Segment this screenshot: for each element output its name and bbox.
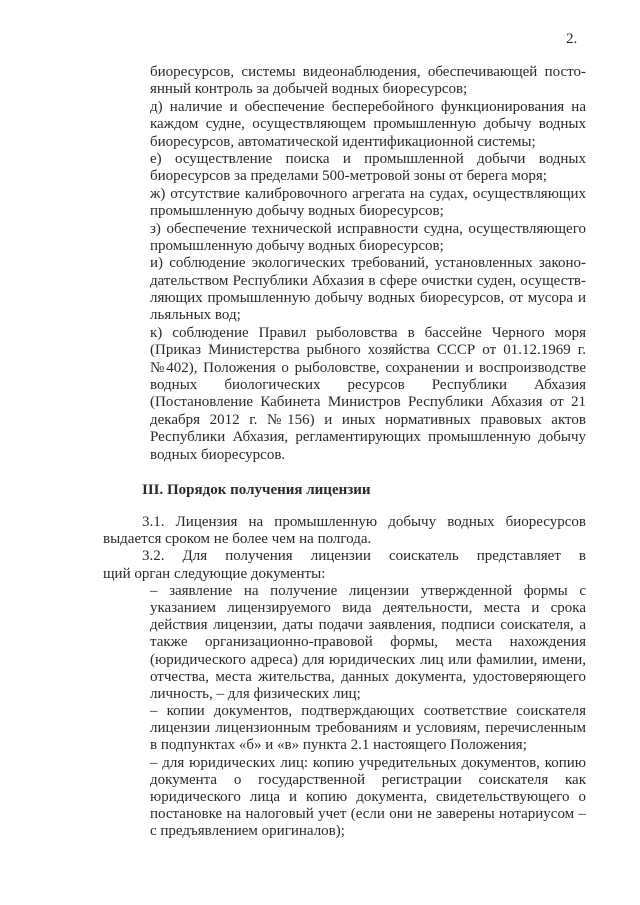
text-line: (юридического адреса) для юридических лиц или фамилии, имени, — [150, 651, 586, 668]
paragraph — [103, 548, 586, 582]
text-line: выдается сроком не более чем на полгода. — [103, 531, 372, 548]
text-line: ж) отсутствие калибровочного агрегата на судах, осуществляющих — [150, 185, 586, 202]
text-line: (Приказ Министерства рыбного хозяйства СССР от 01.12.1969 г. — [150, 342, 586, 359]
list-item — [103, 703, 586, 755]
paragraph — [150, 255, 586, 325]
text-line: 3.1. Лицензия на промышленную добычу водных биоресурсов — [142, 514, 586, 530]
text-line: льяльных вод; — [150, 307, 241, 324]
text-line: личность, – для физических лиц; — [150, 685, 361, 702]
paragraph — [150, 151, 586, 186]
text-line: з) обеспечение технической исправности судна, осуществляющего — [150, 220, 586, 237]
text-line: Республики Абхазия, регламентирующих промышленную добычу — [150, 429, 586, 446]
text-line: действия лицензии, даты подачи заявления, подписи соискателя, а — [150, 617, 586, 634]
text-line: (Постановление Кабинета Министров Республики Абхазия от 21 — [150, 394, 586, 411]
text-line: 3.2. Для получения лицензии соискатель представляет в — [142, 548, 586, 565]
text-line: биоресурсов за пределами 500-метровой зоны от берега моря; — [150, 168, 547, 185]
text-line: в подпунктах «б» и «в» пункта 2.1 настоящего Положения; — [150, 737, 527, 754]
text-line: – заявление на получение лицензии утвержденной формы с — [150, 582, 586, 599]
text-line: е) осуществление поиска и промышленной добычи водных — [150, 150, 586, 167]
text-line: документа о государственной регистрации соискателя как — [150, 771, 586, 788]
section-heading: III. Порядок получения лицензии — [142, 482, 371, 498]
text-line: – для юридических лиц: копию учредительных документов, копию — [150, 754, 586, 771]
text-line: промышленную добычу водных биоресурсов; — [150, 237, 444, 254]
text-line: – копии документов, подтверждающих соответствие соискателя — [150, 703, 586, 720]
paragraph — [150, 186, 586, 221]
text-line: №402), Положения о рыболовстве, сохранении и воспроизводстве — [150, 359, 586, 376]
list-item — [103, 583, 586, 703]
paragraph — [150, 64, 586, 99]
text-line: д) наличие и обеспечение бесперебойного функционирования на — [150, 98, 586, 115]
text-line: с предъявлением оригиналов); — [150, 823, 345, 840]
text-line: и) соблюдение экологических требований, установленных законо- — [150, 255, 586, 272]
text-line: щий орган следующие документы: — [103, 565, 326, 582]
text-line: биоресурсов, автоматической идентификационной системы; — [150, 133, 536, 150]
requirements-list-continued — [150, 64, 586, 464]
text-line: к) соблюдение Правил рыболовства в бассейне Черного моря — [150, 324, 586, 341]
text-line: постановке на налоговый учет (если они не заверены нотариусом – — [150, 806, 586, 823]
section-3-body — [103, 514, 586, 841]
text-line: промышленную добычу водных биоресурсов; — [150, 203, 444, 220]
text-line: также организационно-правовой формы, места нахождения — [150, 634, 586, 651]
text-line: ляющих промышленную добычу водных биоресурсов, от мусора и — [150, 290, 586, 307]
text-line: дательством Республики Абхазия в сфере очистки суден, осуществ- — [150, 272, 586, 289]
text-line: декабря 2012 г. №156) и иных нормативных правовых актов — [150, 411, 586, 428]
paragraph — [150, 325, 586, 464]
text-line: биоресурсов, системы видеонаблюдения, обеспечивающей посто- — [150, 64, 586, 80]
page-number: 2. — [566, 31, 578, 47]
paragraph — [103, 514, 586, 548]
text-line: водных биологических ресурсов Республики Абхазия — [150, 377, 586, 394]
text-line: каждом судне, осуществляющем промышленную добычу водных — [150, 116, 586, 133]
text-line: отчества, места жительства, данных документа, удостоверяющего — [150, 668, 586, 685]
paragraph — [150, 221, 586, 256]
list-item — [103, 755, 586, 841]
text-line: янный контроль за добычей водных биоресурсов; — [150, 81, 468, 98]
text-line: лицензии лицензионным требованиям и условиям, перечисленным — [150, 720, 586, 737]
text-line: указанием лицензируемого вида деятельности, места и срока — [150, 599, 586, 616]
text-line: юридического лица и копию документа, свидетельствующего о — [150, 789, 586, 805]
text-line: водных биоресурсов. — [150, 446, 286, 463]
paragraph — [150, 99, 586, 151]
